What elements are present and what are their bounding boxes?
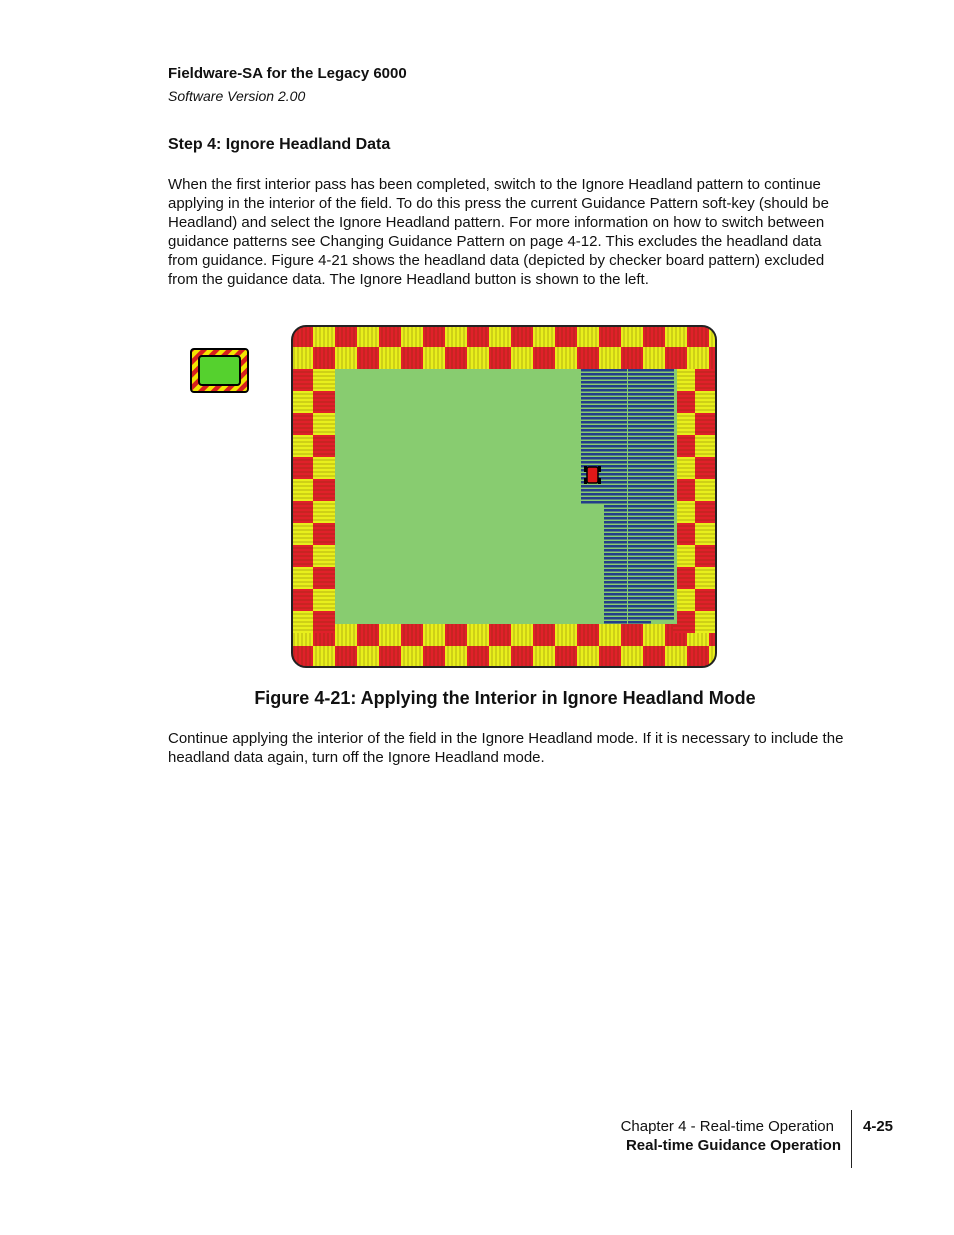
- footer-chapter: Chapter 4 - Real-time Operation: [620, 1118, 834, 1135]
- headland-cell: [291, 611, 313, 633]
- software-version: Software Version 2.00: [168, 88, 306, 104]
- headland-cell: [555, 325, 577, 347]
- headland-cell: [489, 347, 511, 369]
- headland-cell: [695, 413, 717, 435]
- headland-cell: [665, 646, 687, 668]
- headland-cell: [291, 347, 313, 369]
- headland-cell: [533, 347, 555, 369]
- headland-cell: [313, 567, 335, 589]
- headland-cell: [423, 624, 445, 646]
- headland-cell: [445, 646, 467, 668]
- headland-cell: [379, 347, 401, 369]
- headland-cell: [423, 325, 445, 347]
- headland-cell: [291, 479, 313, 501]
- headland-cell: [577, 347, 599, 369]
- headland-cell: [489, 624, 511, 646]
- body-paragraph: Continue applying the interior of the field in the Ignore Headland mode. If it is necessary to include the headland data again, turn off the Ignore Headland mode.: [168, 730, 844, 766]
- step-heading: Step 4: Ignore Headland Data: [168, 136, 391, 153]
- footer-section: Real-time Guidance Operation: [625, 1137, 841, 1154]
- headland-cell: [357, 347, 379, 369]
- headland-cell: [643, 646, 665, 668]
- headland-cell: [695, 567, 717, 589]
- headland-cell: [313, 413, 335, 435]
- headland-cell: [621, 325, 643, 347]
- headland-cell: [313, 611, 335, 633]
- figure-caption: Figure 4-21: Applying the Interior in Ignore Headland Mode: [254, 688, 756, 708]
- footer-divider: [851, 1110, 852, 1168]
- headland-cell: [599, 646, 621, 668]
- headland-cell: [335, 325, 357, 347]
- headland-cell: [335, 347, 357, 369]
- headland-cell: [401, 325, 423, 347]
- headland-cell: [511, 646, 533, 668]
- headland-cell: [445, 325, 467, 347]
- headland-cell: [533, 325, 555, 347]
- headland-cell: [291, 545, 313, 567]
- headland-cell: [291, 457, 313, 479]
- headland-cell: [467, 325, 489, 347]
- headland-cell: [687, 347, 709, 369]
- headland-cell: [291, 391, 313, 413]
- headland-cell: [357, 624, 379, 646]
- headland-cell: [401, 624, 423, 646]
- headland-cell: [599, 624, 621, 646]
- headland-cell: [401, 347, 423, 369]
- headland-cell: [291, 413, 313, 435]
- headland-cell: [643, 347, 665, 369]
- headland-cell: [313, 369, 335, 391]
- headland-cell: [695, 523, 717, 545]
- headland-cell: [291, 646, 313, 668]
- headland-cell: [467, 347, 489, 369]
- headland-cell: [577, 325, 599, 347]
- headland-cell: [379, 624, 401, 646]
- headland-cell: [379, 646, 401, 668]
- headland-cell: [467, 646, 489, 668]
- headland-cell: [643, 325, 665, 347]
- headland-cell: [357, 646, 379, 668]
- headland-cell: [313, 646, 335, 668]
- headland-cell: [511, 325, 533, 347]
- headland-cell: [687, 646, 709, 668]
- headland-cell: [695, 501, 717, 523]
- field-map: [291, 325, 717, 668]
- headland-cell: [313, 545, 335, 567]
- headland-cell: [643, 624, 665, 646]
- headland-cell: [695, 369, 717, 391]
- headland-cell: [621, 646, 643, 668]
- headland-cell: [291, 523, 313, 545]
- page-number: 4-25: [863, 1118, 894, 1135]
- ignore-headland-button-icon: [190, 348, 249, 393]
- headland-cell: [423, 646, 445, 668]
- vehicle-icon: [584, 466, 601, 484]
- applied-pass: [651, 369, 674, 620]
- headland-cell: [445, 624, 467, 646]
- headland-cell: [291, 325, 313, 347]
- headland-cell: [313, 457, 335, 479]
- headland-cell: [621, 347, 643, 369]
- headland-cell: [335, 646, 357, 668]
- headland-cell: [695, 545, 717, 567]
- headland-cell: [335, 624, 357, 646]
- headland-cell: [687, 325, 709, 347]
- headland-cell: [467, 624, 489, 646]
- headland-cell: [555, 624, 577, 646]
- headland-cell: [665, 325, 687, 347]
- headland-cell: [313, 589, 335, 611]
- headland-cell: [313, 523, 335, 545]
- headland-cell: [423, 347, 445, 369]
- headland-cell: [313, 391, 335, 413]
- headland-cell: [621, 624, 643, 646]
- headland-cell: [445, 347, 467, 369]
- headland-cell: [313, 347, 335, 369]
- headland-cell: [313, 325, 335, 347]
- headland-cell: [665, 347, 687, 369]
- headland-cell: [533, 646, 555, 668]
- headland-cell: [555, 347, 577, 369]
- headland-cell: [599, 325, 621, 347]
- headland-cell: [577, 624, 599, 646]
- headland-cell: [599, 347, 621, 369]
- headland-cell: [291, 567, 313, 589]
- headland-cell: [555, 646, 577, 668]
- headland-cell: [577, 646, 599, 668]
- headland-cell: [489, 646, 511, 668]
- headland-cell: [291, 369, 313, 391]
- headland-cell: [379, 325, 401, 347]
- headland-cell: [313, 479, 335, 501]
- headland-cell: [313, 501, 335, 523]
- headland-cell: [695, 589, 717, 611]
- headland-cell: [511, 347, 533, 369]
- headland-cell: [695, 435, 717, 457]
- step-paragraph: When the first interior pass has been completed, switch to the Ignore Headland pattern to continue applying in the interior of the field. To do this press the current Guidance Pattern soft-key (should be Headland) and select the Ignore Headland pattern. For more information on how to switch between guidance patterns see Changing Guidance Pattern on page 4-12. This excludes the headland data from guidance. Figure 4-21 shows the headland data (depicted by checker board pattern) excluded from the guidance data. The Ignore Headland button is shown to the left.: [168, 176, 829, 288]
- headland-cell: [511, 624, 533, 646]
- headland-cell: [695, 457, 717, 479]
- document-title: Fieldware-SA for the Legacy 6000: [168, 65, 407, 82]
- headland-cell: [357, 325, 379, 347]
- headland-cell: [313, 435, 335, 457]
- headland-cell: [533, 624, 555, 646]
- headland-cell: [695, 611, 717, 633]
- headland-cell: [401, 646, 423, 668]
- headland-cell: [489, 325, 511, 347]
- headland-cell: [291, 589, 313, 611]
- headland-cell: [695, 479, 717, 501]
- headland-cell: [695, 391, 717, 413]
- headland-cell: [291, 501, 313, 523]
- headland-cell: [291, 435, 313, 457]
